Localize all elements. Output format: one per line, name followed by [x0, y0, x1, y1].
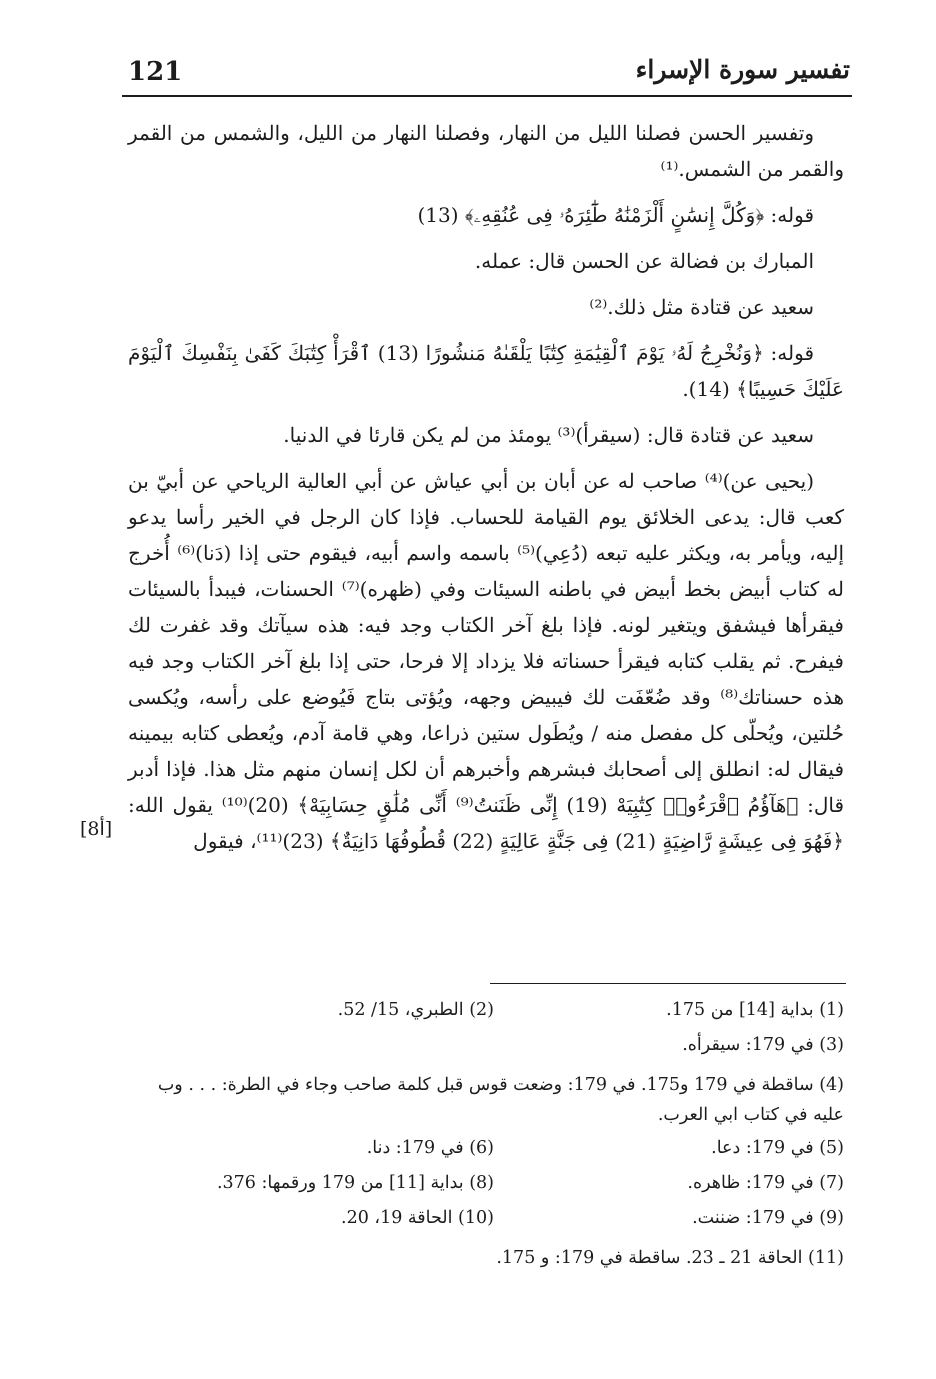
running-header [120, 55, 850, 95]
paragraph: قوله: ﴿وَكُلَّ إِنسَٰنٍ أَلْزَمْنَٰهُ طَٰٓئِرَهُۥ فِى عُنُقِهِۦ﴾ (13) [417, 203, 814, 227]
footnote: (4) ساقطة في 179 و175. في 179: وضعت قوس قبل كلمة صاحب وجاء في الطرة: . . . وب عليه في كتاب ابي العرب. [157, 1075, 844, 1125]
footnote: (3) في 179: سيقرأه. [682, 1035, 844, 1055]
footnote: (11) الحاقة 21 ـ 23. ساقطة في 179: و 175. [496, 1248, 844, 1268]
footnote: (6) في 179: دنا. [366, 1138, 494, 1158]
footnote-rule [490, 983, 846, 984]
paragraph: وتفسير الحسن فصلنا الليل من النهار، وفصلنا النهار من الليل، والشمس من القمر والقمر من الشمس.⁽¹⁾ [128, 121, 844, 181]
paragraph: قوله: ﴿وَنُخْرِجُ لَهُۥ يَوْمَ ٱلْقِيَٰمَةِ كِتَٰبًا يَلْقَىٰهُ مَنشُورًا (13) ٱقْرَأْ كِتَٰبَكَ كَفَىٰ بِنَفْسِكَ ٱلْيَوْمَ عَلَيْكَ حَسِيبًا﴾ (14). [128, 341, 844, 401]
footnote-row [128, 1173, 844, 1208]
paragraph: المبارك بن فضالة عن الحسن قال: عمله. [474, 249, 814, 273]
header-rule [122, 95, 852, 97]
page-number: 121 [128, 57, 183, 87]
paragraph: (يحيى عن)⁽⁴⁾ صاحب له عن أبان بن أبي عياش عن أبي العالية الرياحي عن أبيّ بن كعب قال: يدعى الخلائق يوم القيامة للحساب. فإذا كان الرجل في الخير رأسا يدعو إليه، ويأمر به، ويكثر عليه تبعه (دُعِي)⁽⁵⁾ باسمه واسم أبيه، فيقوم حتى إذا (دَنا)⁽⁶⁾ أُخرج له كتاب أبيض بخط أبيض في باطنه السيئات وفي (ظهره)⁽⁷⁾ الحسنات، فيبدأ بالسيئات فيقرأها فيشفق ويتغير لونه. فإذا بلغ آخر الكتاب وجد فيه: هذه سيآتك وقد غفرت لك فيفرح. ثم يقلب كتابه فيقرأ حسناته فلا يزداد إلا فرحا، حتى إذا بلغ آخر الكتاب وجد فيه هذه حسناتك⁽⁸⁾ وقد ضُعّفَت لك فيبيض وجهه، ويُؤتى بتاج فَيُوضع على رأسه، ويُكسى حُلتين، ويُحلّى كل مفصل منه / ويُطَول ستين ذراعا، وهي قامة آدم، ويُعطى كتابه بيمينه فيقال له: انطلق إلى أصحابك فبشرهم وأخبرهم أن لكل إنسان منهم مثل هذا. فإذا أدبر قال: ﴿هَآؤُمُ ٱقْرَءُوا۟ كِتَٰبِيَهْ (19) إِنِّى ظَنَنتُ⁽⁹⁾ أَنِّى مُلَٰقٍ حِسَابِيَهْ﴾ (20)⁽¹⁰⁾ يقول الله: ﴿فَهُوَ فِى عِيشَةٍ رَّاضِيَةٍ (21) فِى جَنَّةٍ عَالِيَةٍ (22) قُطُوفُهَا دَانِيَةٌ﴾ (23)⁽¹¹⁾، فيقول [128, 469, 845, 853]
footnote: (10) الحاقة 19، 20. [341, 1208, 494, 1228]
footnote: (8) بداية [11] من 179 ورقمها: 376. [216, 1173, 494, 1193]
footnote: (5) في 179: دعا. [711, 1138, 844, 1158]
footnote-row [128, 1138, 844, 1173]
footnote-row [128, 1208, 844, 1243]
footnotes [128, 1000, 844, 1279]
footnote: (9) في 179: ضننت. [692, 1208, 844, 1228]
margin-folio-note: [8أ] [80, 818, 113, 840]
footnote: (7) في 179: ظاهره. [687, 1173, 844, 1193]
footnote: (2) الطبري، 15/ 52. [337, 1000, 494, 1020]
paragraph: سعيد عن قتادة قال: (سيقرأ)⁽³⁾ يومئذ من لم يكن قارئا في الدنيا. [283, 423, 814, 447]
paragraph: سعيد عن قتادة مثل ذلك.⁽²⁾ [589, 295, 814, 319]
main-text [128, 115, 844, 869]
footnote-row [128, 1000, 844, 1035]
footnote-row [128, 1035, 844, 1070]
running-title: تفسير سورة الإسراء [635, 55, 850, 84]
footnote: (1) بداية [14] من 175. [666, 1000, 844, 1020]
